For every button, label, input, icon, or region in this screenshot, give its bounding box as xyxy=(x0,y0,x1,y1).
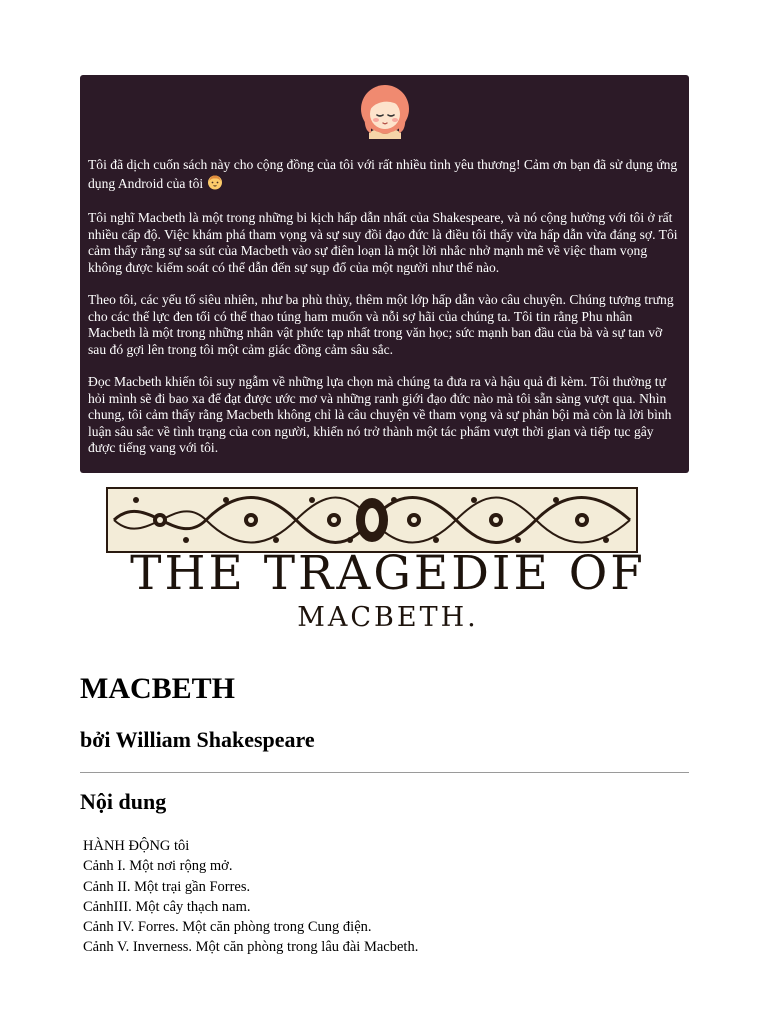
toc-item[interactable]: CảnhIII. Một cây thạch nam. xyxy=(83,898,251,915)
toc-item[interactable]: Cảnh II. Một trại gần Forres. xyxy=(83,878,251,895)
intro-paragraph: Tôi đã dịch cuốn sách này cho cộng đồng của tôi với rất nhiều tình yêu thương! Cảm ơn bạn đã sử dụng ứng dụng Android của tôi xyxy=(88,157,681,194)
toc-item[interactable]: Cảnh I. Một nơi rộng mở. xyxy=(83,858,233,875)
shy-face-emoji-icon xyxy=(207,174,223,195)
book-author: bởi William Shakespeare xyxy=(80,727,315,752)
title-page-subheading: MACBETH. xyxy=(297,602,479,633)
translator-note-box xyxy=(80,75,689,473)
toc-item[interactable]: Cảnh V. Inverness. Một căn phòng trong lâu đài Macbeth. xyxy=(83,939,419,956)
intro-paragraph: Đọc Macbeth khiến tôi suy ngẫm về những lựa chọn mà chúng ta đưa ra và hậu quả đi kèm. Tôi thường tự hỏi mình sẽ đi bao xa để đạt được ước mơ và những ranh giới đạo đức nào mà tôi sẵn sàng vượt qua. Nhìn chung, tôi cảm thấy rằng Macbeth không chỉ là câu chuyện về tham vọng và sự phản bội mà còn là lời bình luận sâu sắc về tình trạng của con người, khiến nó trở thành một tác phẩm vượt thời gian và tiếp tục gây được tiếng vang với tôi. xyxy=(88,374,672,455)
toc-item[interactable]: Cảnh IV. Forres. Một căn phòng trong Cung điện. xyxy=(83,919,372,936)
title-page-illustration xyxy=(88,484,688,654)
girl-avatar-icon xyxy=(357,81,413,143)
toc-heading: Nội dung xyxy=(80,789,167,814)
intro-paragraph: Theo tôi, các yếu tố siêu nhiên, như ba phù thủy, thêm một lớp hấp dẫn vào câu chuyện. Chúng tượng trưng cho các thế lực đen tối có thể thao túng ham muốn và nỗi sợ hãi của chúng ta. Tôi tin rằng Phu nhân Macbeth là một trong những nhân vật phức tạp nhất trong văn học; sức mạnh ban đầu của bà và sự tan vỡ sau đó gợi lên trong tôi một cảm giác đồng cảm sâu sắc. xyxy=(88,292,674,357)
divider xyxy=(80,772,689,773)
book-title: MACBETH xyxy=(80,672,236,705)
table-of-contents xyxy=(83,836,418,958)
ornamental-border-icon xyxy=(106,486,638,554)
toc-item[interactable]: HÀNH ĐỘNG tôi xyxy=(83,838,190,854)
title-page-heading: THE TRAGEDIE OF xyxy=(130,546,646,601)
intro-paragraph: Tôi nghĩ Macbeth là một trong những bi kịch hấp dẫn nhất của Shakespeare, và nó cộng hưởng với tôi ở rất nhiều cấp độ. Việc khám phá tham vọng và sự suy đồi đạo đức là điều tôi thấy vừa hấp dẫn vừa đáng sợ. Tôi cảm thấy rằng sự sa sút của Macbeth vào sự điên loạn là một lời nhắc nhở mạnh mẽ về việc tham vọng không được kiểm soát có thể dẫn đến sự sụp đổ của một người như thế nào. xyxy=(88,210,678,275)
